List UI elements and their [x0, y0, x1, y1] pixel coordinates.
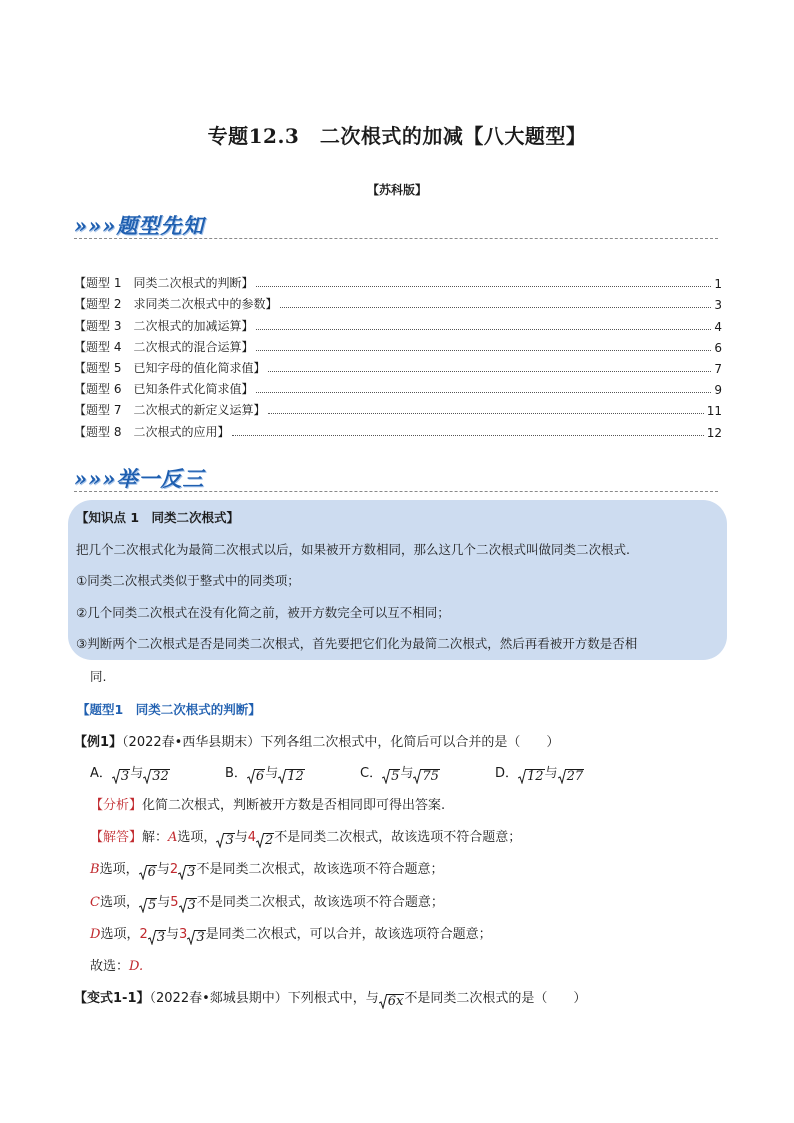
toc-entry[interactable]: [74, 355, 722, 376]
variant-source: （2022春•郯城县期中）: [149, 991, 288, 1006]
page-title: 专题12.3 二次根式的加减【八大题型】: [207, 124, 587, 148]
answer-link: 与: [157, 894, 171, 910]
toc-page-number: 1: [714, 277, 722, 292]
answer-radical: 3: [187, 930, 205, 945]
option-link: 与: [544, 766, 558, 781]
answer-rest: 不是同类二次根式，故该选项不符合题意；: [196, 862, 444, 878]
toc-leader-dots: [256, 286, 711, 287]
answer-radical: 3: [179, 898, 197, 913]
answer-coef: 2: [139, 926, 148, 942]
answer-radical: 2: [256, 833, 274, 848]
variant-tag: 【变式1-1】: [74, 991, 150, 1006]
practice-banner: »»»举一反三: [74, 466, 205, 491]
example-option[interactable]: [225, 762, 360, 784]
edition-label: 【苏科版】: [366, 183, 427, 197]
banner-divider: [74, 491, 718, 492]
overview-banner: »»»题型先知: [74, 213, 205, 238]
option-radical: 12: [518, 769, 545, 784]
final-answer: D.: [129, 959, 144, 974]
example-tag: 【例1】: [74, 735, 123, 750]
table-of-contents: [74, 270, 722, 440]
variant-question: [74, 987, 586, 1009]
knowledge-paragraph: 把几个二次根式化为最简二次根式以后，如果被开方数相同，那么这几个二次根式叫做同类二次根式.: [76, 541, 630, 557]
toc-leader-dots: [256, 350, 711, 351]
radical-sign-icon: [187, 930, 195, 945]
knowledge-point-box: [68, 500, 727, 660]
example-option[interactable]: [495, 762, 630, 784]
answer-option-text: 选项，: [99, 862, 139, 878]
toc-entry-label: 【题型 6 已知条件式化简求值】: [74, 382, 254, 397]
answer-lead: 解：: [142, 830, 169, 845]
toc-entry-label: 【题型 7 二次根式的新定义运算】: [74, 403, 266, 418]
answer-radical: 3: [178, 865, 196, 880]
toc-page-number: 12: [706, 425, 722, 440]
example-question: [74, 731, 559, 750]
knowledge-paragraph-tail: 同.: [90, 669, 107, 684]
answer-line: [90, 858, 521, 890]
option-radical: 32: [143, 769, 170, 784]
option-radical: 3: [112, 769, 130, 784]
final-text: 故选：: [90, 959, 130, 974]
option-letter: D．: [495, 766, 519, 781]
answer-line: [90, 923, 521, 955]
toc-entry-label: 【题型 5 已知字母的值化简求值】: [74, 360, 266, 375]
answer-option: D: [90, 926, 101, 942]
answer-option: A: [168, 830, 178, 845]
answer-option: C: [90, 894, 100, 910]
answer-line: [90, 826, 521, 858]
radical-sign-icon: [413, 769, 421, 784]
toc-entry[interactable]: [74, 397, 722, 418]
option-letter: A．: [90, 766, 112, 781]
example-options: [90, 762, 650, 784]
final-answer-line: [90, 955, 143, 974]
option-radical: 12: [278, 769, 305, 784]
example-source: （2022春•西华县期末）: [122, 735, 261, 750]
toc-entry-label: 【题型 4 二次根式的混合运算】: [74, 339, 254, 354]
toc-entry[interactable]: [74, 270, 722, 291]
answer-rest: 是同类二次根式，可以合并，故该选项符合题意；: [205, 926, 492, 942]
example-text: 下列各组二次根式中，化简后可以合并的是（ ）: [260, 735, 560, 750]
option-link: 与: [130, 766, 144, 781]
answer-block: [90, 826, 521, 955]
variant-text: 不是同类二次根式的是（ ）: [404, 991, 587, 1006]
answer-option-text: 选项，: [177, 830, 217, 845]
answer-tag: 【解答】: [90, 830, 143, 845]
radical-sign-icon: [112, 769, 120, 784]
toc-entry[interactable]: [74, 334, 722, 355]
answer-link: 与: [234, 830, 248, 845]
toc-page-number: 3: [714, 298, 722, 313]
answer-radical: 5: [139, 898, 157, 913]
toc-leader-dots: [256, 392, 711, 393]
answer-coef: 3: [179, 926, 188, 942]
toc-entry-label: 【题型 3 二次根式的加减运算】: [74, 318, 254, 333]
toc-page-number: 6: [714, 340, 722, 355]
answer-option-text: 选项，: [100, 926, 140, 942]
option-radical: 27: [558, 769, 585, 784]
answer-coef: 2: [169, 862, 179, 878]
radical-sign-icon: [216, 833, 224, 848]
answer-radical: 3: [148, 930, 166, 945]
answer-option: B: [90, 862, 100, 878]
variant-text: 下列根式中，与: [287, 991, 379, 1006]
analysis-tag: 【分析】: [90, 798, 143, 813]
radical-sign-icon: [148, 930, 156, 945]
answer-coef: 4: [247, 830, 257, 845]
banner-divider: [74, 238, 718, 239]
toc-leader-dots: [232, 435, 703, 436]
answer-rest: 不是同类二次根式，故该选项不符合题意；: [274, 830, 522, 845]
option-radical: 75: [413, 769, 440, 784]
answer-line: [90, 891, 521, 923]
radical-sign-icon: [256, 833, 264, 848]
toc-leader-dots: [280, 307, 711, 308]
answer-rest: 不是同类二次根式，故该选项不符合题意；: [196, 894, 444, 910]
radical-sign-icon: [382, 769, 390, 784]
answer-option-text: 选项，: [99, 894, 139, 910]
answer-link: 与: [166, 926, 180, 942]
radical-sign-icon: [379, 994, 387, 1009]
option-link: 与: [400, 766, 414, 781]
knowledge-paragraph: ③判断两个二次根式是否是同类二次根式，首先要把它们化为最简二次根式，然后再看被开方数是否相: [76, 636, 638, 651]
radical-sign-icon: [247, 769, 255, 784]
toc-entry[interactable]: [74, 418, 722, 439]
section-heading: 【题型1 同类二次根式的判断】: [77, 702, 261, 717]
radical-sign-icon: [558, 769, 566, 784]
toc-entry-label: 【题型 2 求同类二次根式中的参数】: [74, 297, 278, 312]
knowledge-paragraph: ②几个同类二次根式在没有化简之前，被开方数完全可以互不相同；: [76, 604, 450, 620]
toc-leader-dots: [268, 371, 711, 372]
toc-page-number: 9: [714, 383, 722, 398]
answer-radical: 6: [139, 865, 157, 880]
knowledge-paragraph: ①同类二次根式类似于整式中的同类项；: [76, 573, 300, 588]
toc-entry[interactable]: [74, 376, 722, 397]
toc-page-number: 4: [714, 319, 722, 334]
analysis-line: [90, 794, 445, 813]
variant-radical: 6x: [379, 994, 405, 1009]
toc-entry-label: 【题型 1 同类二次根式的判断】: [74, 276, 254, 291]
example-option[interactable]: [90, 762, 225, 784]
example-option[interactable]: [360, 762, 495, 784]
radical-sign-icon: [518, 769, 526, 784]
option-letter: B．: [225, 766, 247, 781]
answer-link: 与: [156, 862, 170, 878]
answer-radical: 3: [216, 833, 234, 848]
toc-page-number: 7: [714, 361, 722, 376]
option-link: 与: [265, 766, 279, 781]
radical-sign-icon: [278, 769, 286, 784]
radical-sign-icon: [139, 865, 147, 880]
toc-entry[interactable]: [74, 291, 722, 312]
toc-leader-dots: [256, 329, 711, 330]
analysis-text: 化简二次根式，判断被开方数是否相同即可得出答案.: [142, 798, 446, 813]
option-radical: 5: [382, 769, 400, 784]
radical-sign-icon: [179, 898, 187, 913]
knowledge-title: 【知识点 1 同类二次根式】: [76, 510, 240, 525]
radical-sign-icon: [143, 769, 151, 784]
toc-leader-dots: [268, 413, 703, 414]
toc-entry-label: 【题型 8 二次根式的应用】: [74, 424, 230, 439]
radical-sign-icon: [139, 898, 147, 913]
option-letter: C．: [360, 766, 383, 781]
toc-page-number: 11: [706, 404, 722, 419]
answer-coef: 5: [170, 894, 179, 910]
option-radical: 6: [247, 769, 265, 784]
toc-entry[interactable]: [74, 312, 722, 333]
radical-sign-icon: [178, 865, 186, 880]
